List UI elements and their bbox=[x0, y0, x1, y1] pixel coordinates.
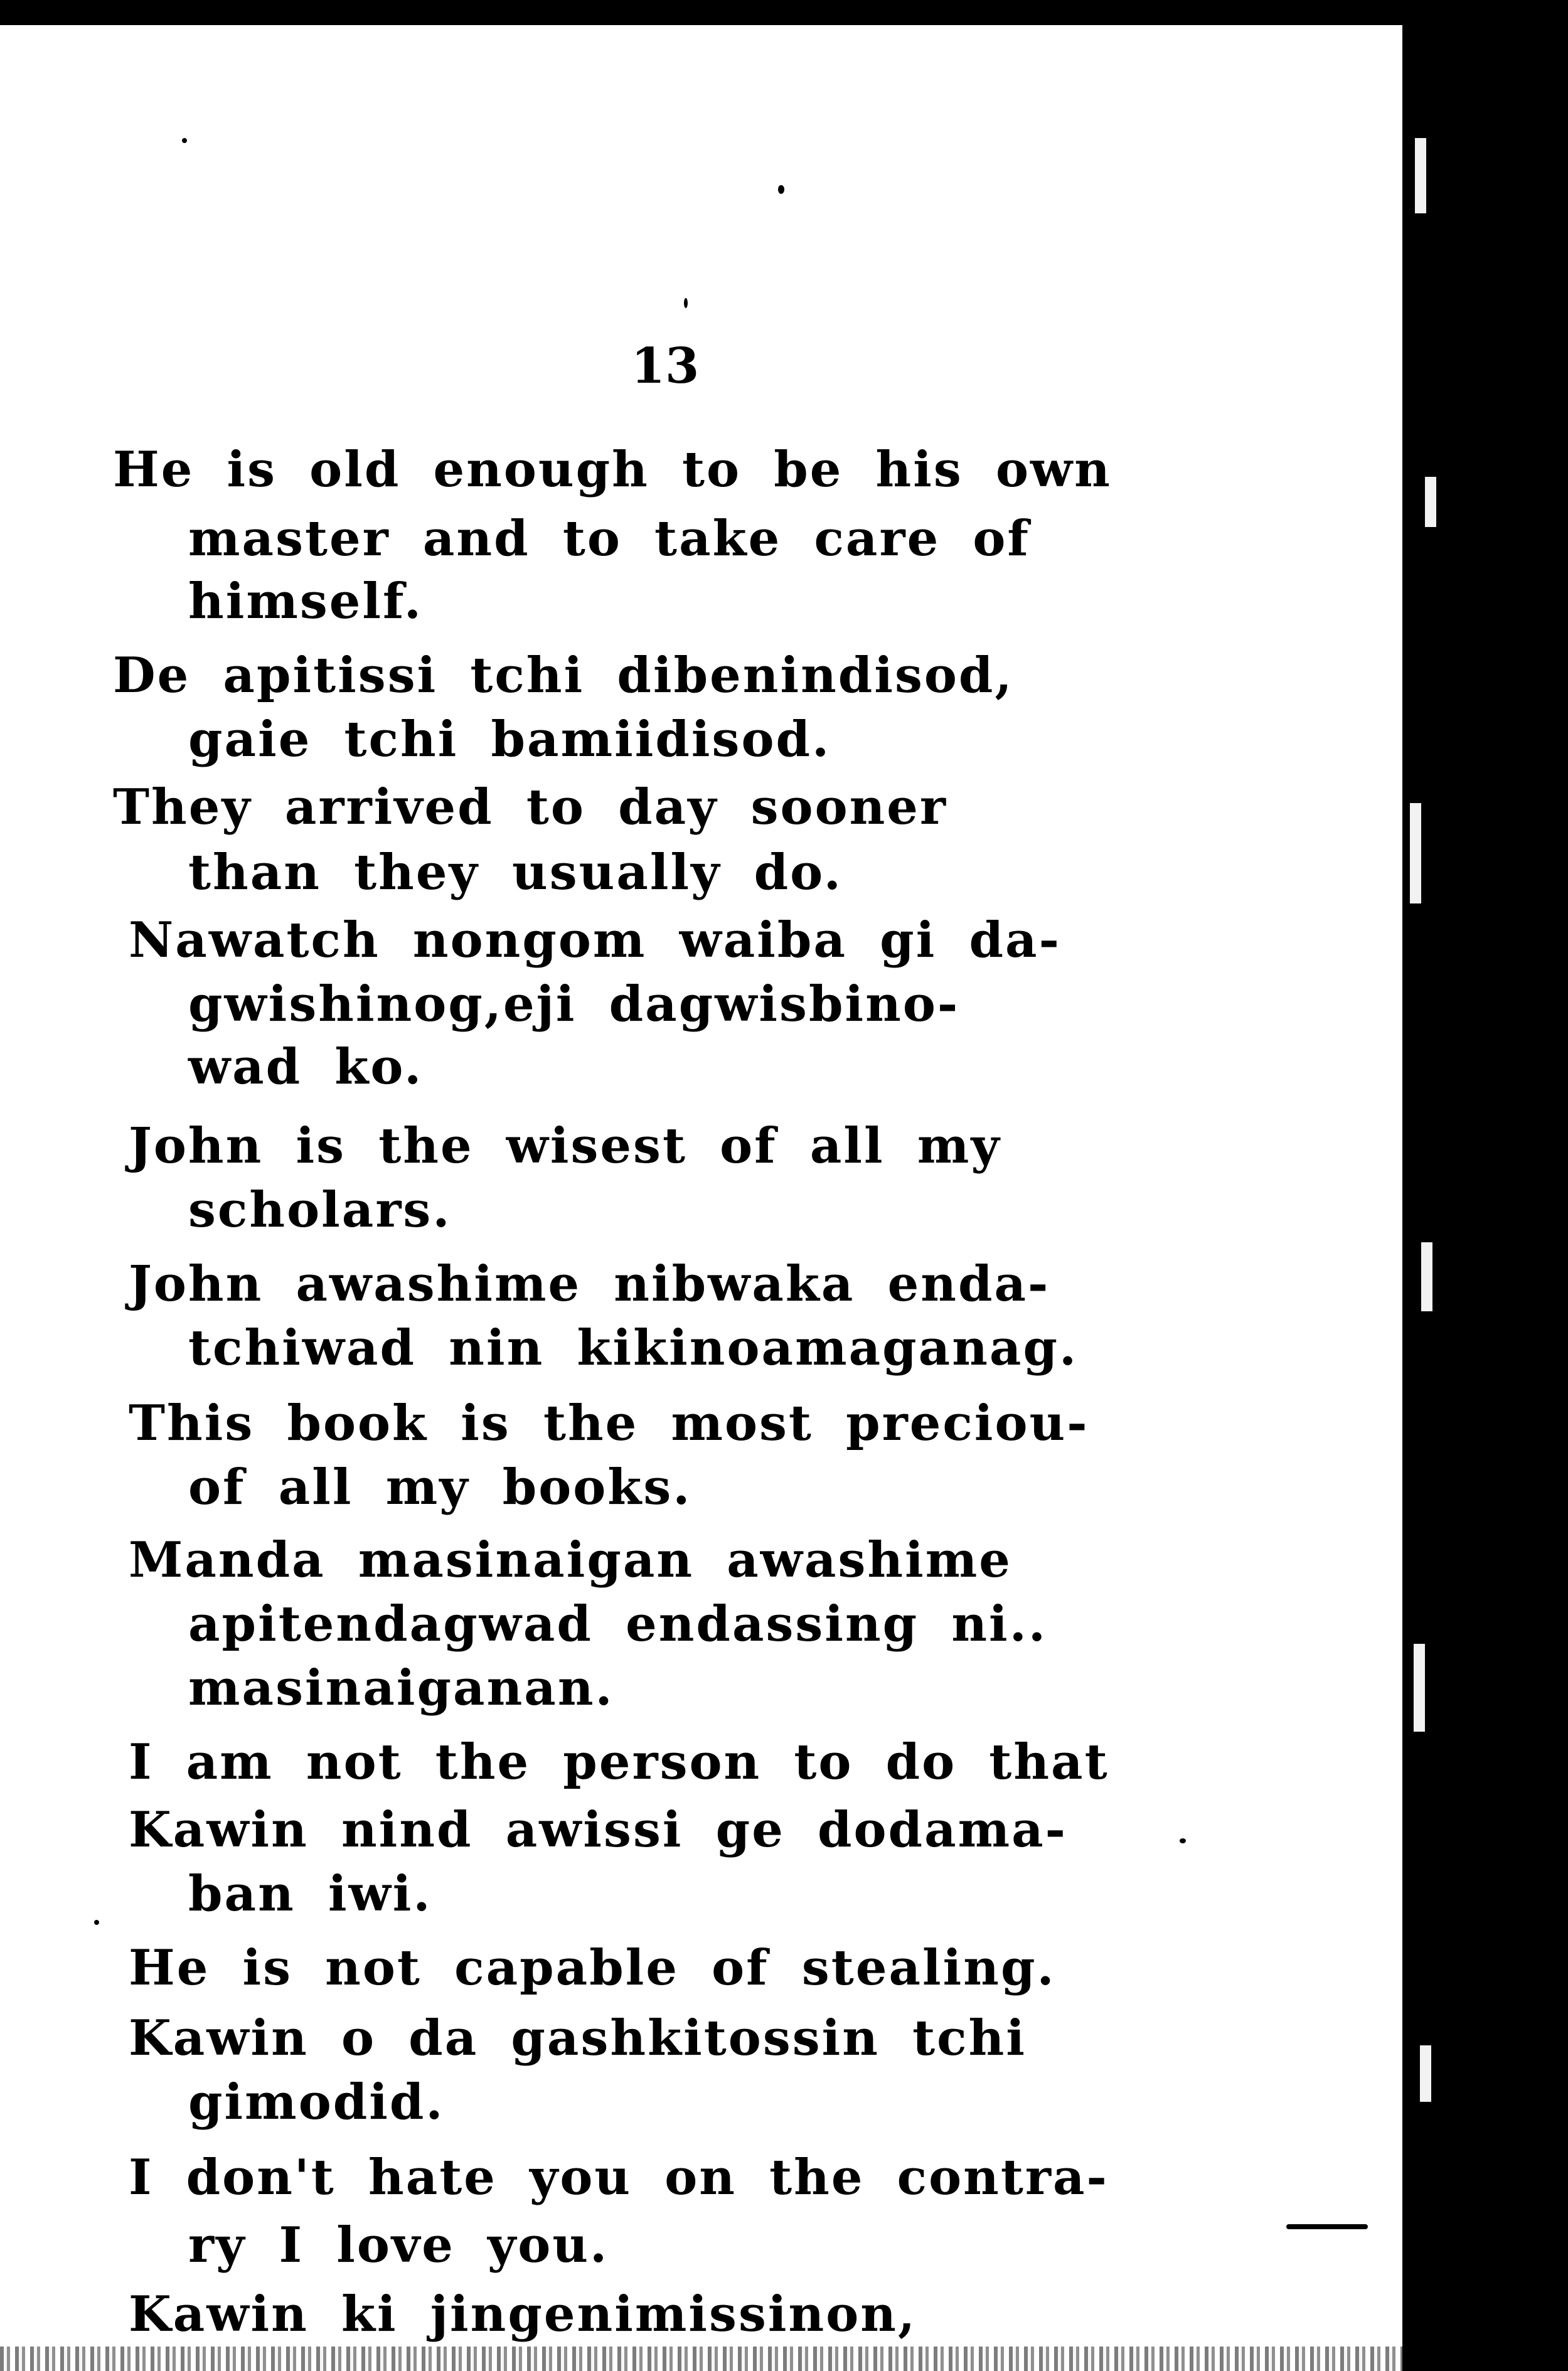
text-line: ban iwi. bbox=[188, 1865, 432, 1922]
text-line: Manda masinaigan awashime bbox=[129, 1532, 1012, 1589]
text-line: Kawin o da gashkitossin tchi bbox=[129, 2010, 1027, 2067]
text-line: Kawin nind awissi ge dodama- bbox=[129, 1801, 1068, 1858]
text-line: master and to take care of bbox=[188, 510, 1030, 567]
text-line: gimodid. bbox=[188, 2074, 445, 2131]
edge-speck bbox=[1415, 138, 1426, 213]
text-line: This book is the most preciou- bbox=[129, 1395, 1089, 1452]
text-line: gaie tchi bamiidisod. bbox=[188, 711, 831, 768]
print-speck bbox=[1180, 1838, 1186, 1843]
text-line: They arrived to day sooner bbox=[113, 779, 948, 836]
edge-speck bbox=[1414, 1644, 1425, 1732]
text-line: John is the wisest of all my bbox=[129, 1117, 1001, 1175]
text-line: wad ko. bbox=[188, 1038, 424, 1095]
text-line: John awashime nibwaka enda- bbox=[129, 1255, 1050, 1313]
edge-speck bbox=[1420, 2045, 1431, 2102]
text-line: tchiwad nin kikinoamaganag. bbox=[188, 1319, 1079, 1377]
text-line: De apitissi tchi dibenindisod, bbox=[113, 647, 1014, 704]
edge-speck bbox=[1425, 477, 1436, 527]
text-line: scholars. bbox=[188, 1181, 452, 1239]
text-line: He is old enough to be his own bbox=[113, 441, 1112, 498]
text-line: masinaiganan. bbox=[188, 1660, 614, 1717]
text-line: apitendagwad endassing ni.. bbox=[188, 1596, 1048, 1653]
print-speck bbox=[684, 298, 688, 308]
text-line: gwishinog,eji dagwisbino- bbox=[188, 976, 960, 1033]
page-number: 13 bbox=[631, 338, 700, 395]
book-binding-edge bbox=[1402, 0, 1568, 2371]
edge-speck bbox=[1421, 1242, 1432, 1311]
text-line: He is not capable of stealing. bbox=[129, 1939, 1056, 1996]
print-speck bbox=[1286, 2224, 1368, 2229]
text-line: I don't hate you on the contra- bbox=[129, 2149, 1109, 2206]
text-line: Nawatch nongom waiba gi da- bbox=[129, 912, 1061, 969]
text-line: I am not the person to do that bbox=[129, 1734, 1109, 1791]
text-line: himself. bbox=[188, 573, 423, 630]
print-speck bbox=[94, 1920, 99, 1925]
text-line: ry I love you. bbox=[188, 2217, 609, 2274]
text-line: than they usually do. bbox=[188, 844, 843, 901]
print-speck bbox=[778, 185, 784, 194]
page-bottom-edge bbox=[0, 2347, 1402, 2371]
print-speck bbox=[182, 138, 187, 143]
book-page bbox=[0, 25, 1402, 2371]
text-line: Kawin ki jingenimissinon, bbox=[129, 2286, 917, 2343]
text-line: of all my books. bbox=[188, 1459, 692, 1516]
edge-speck bbox=[1410, 803, 1421, 903]
